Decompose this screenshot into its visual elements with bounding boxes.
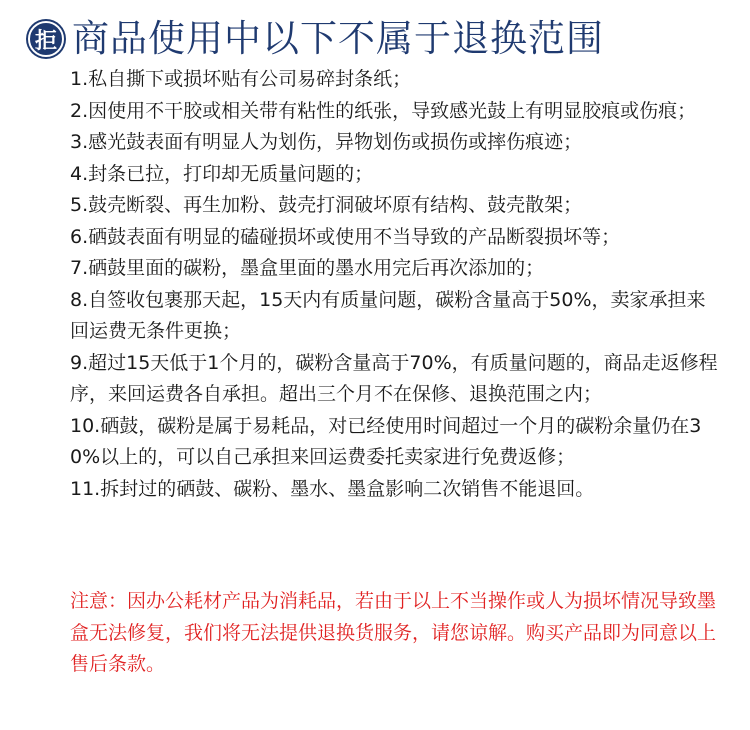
rule-item: 5.鼓壳断裂、再生加粉、鼓壳打洞破坏原有结构、鼓壳散架； <box>70 194 583 216</box>
rule-item: 11.拆封过的硒鼓、碳粉、墨水、墨盒影响二次销售不能退回。 <box>70 477 595 500</box>
rules-list <box>70 64 720 505</box>
rule-item: 2.因使用不干胶或相关带有粘性的纸张，导致感光鼓上有明显胶痕或伤痕； <box>70 99 697 122</box>
rule-item: 4.封条已拉，打印却无质量问题的； <box>70 162 374 185</box>
rule-item: 9.超过15天低于1个月的，碳粉含量高于70%，有质量问题的，商品走返修程序，来回运费各自承担。超出三个月不在保修、退换范围之内； <box>70 351 718 405</box>
rule-item: 7.硒鼓里面的碳粉，墨盒里面的墨水用完后再次添加的； <box>70 257 545 279</box>
rule-item: 6.硒鼓表面有明显的磕碰损坏或使用不当导致的产品断裂损坏等； <box>70 225 621 248</box>
rule-item: 1.私自撕下或损坏贴有公司易碎封条纸； <box>70 68 412 90</box>
rule-item: 8.自签收包裹那天起，15天内有质量问题，碳粉含量高于50%，卖家承担来回运费无条件更换； <box>70 288 706 342</box>
reject-badge-icon: 拒 <box>28 21 64 57</box>
notice-text: 注意：因办公耗材产品为消耗品，若由于以上不当操作或人为损坏情况导致墨盒无法修复，我们将无法提供退换货服务，请您谅解。购买产品即为同意以上售后条款。 <box>70 590 717 675</box>
page-title: 商品使用中以下不属于退换范围 <box>72 17 604 60</box>
rule-item: 3.感光鼓表面有明显人为划伤，异物划伤或损伤或摔伤痕迹； <box>70 131 583 153</box>
header <box>28 14 604 64</box>
rule-item: 10.硒鼓，碳粉是属于易耗品，对已经使用时间超过一个月的碳粉余量仍在30%以上的，可以自己承担来回运费委托卖家进行免费返修； <box>70 414 702 468</box>
